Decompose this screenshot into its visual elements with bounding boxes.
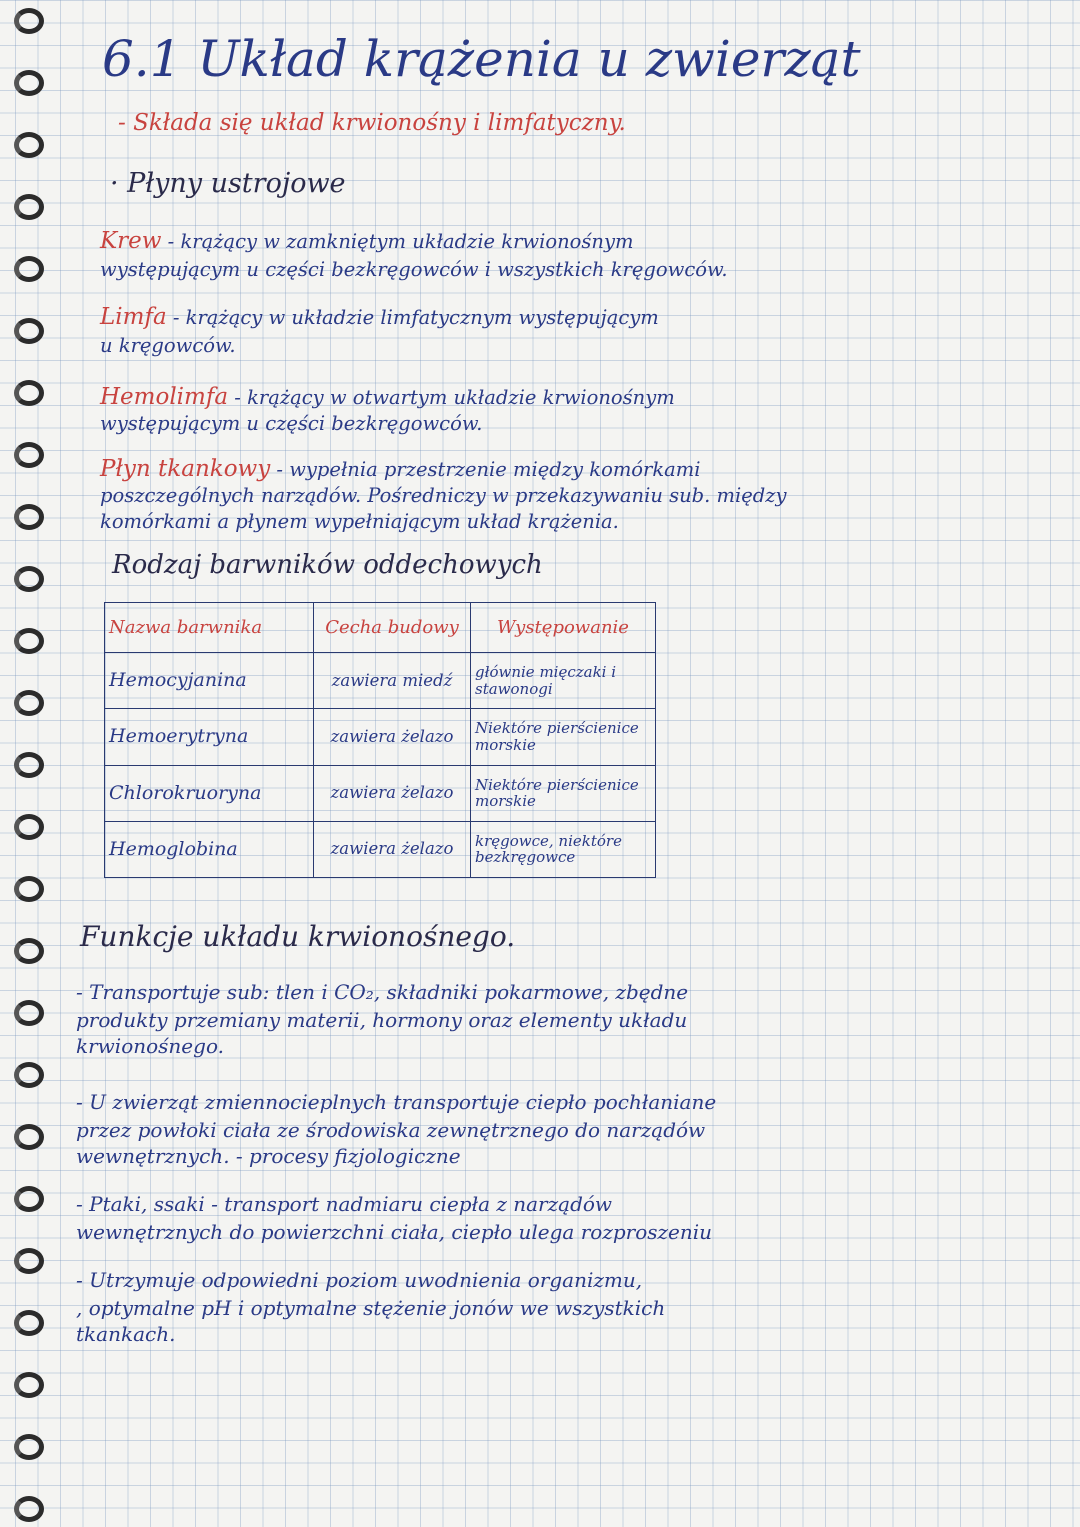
spiral-ring bbox=[14, 1062, 44, 1088]
fluid-definition-line: występującym u części bezkręgowców i wszystkich kręgowców. bbox=[100, 258, 728, 281]
fluid-definition-line: komórkami a płynem wypełniającym układ krążenia. bbox=[100, 510, 619, 533]
spiral-ring bbox=[14, 256, 44, 282]
fluid-definition-blood bbox=[100, 228, 633, 254]
pigment-occurrence: kręgowce, niektóre bezkręgowce bbox=[471, 821, 656, 877]
fluid-text: - wypełnia przestrzenie między komórkami bbox=[270, 458, 701, 481]
function-line: krwionośnego. bbox=[76, 1034, 224, 1058]
table-row bbox=[105, 765, 656, 821]
table-row bbox=[105, 709, 656, 765]
function-line: - U zwierząt zmiennocieplnych transportuje ciepło pochłaniane bbox=[76, 1090, 717, 1114]
spiral-ring bbox=[14, 1310, 44, 1336]
pigment-feature: zawiera miedź bbox=[314, 653, 471, 709]
spiral-ring bbox=[14, 566, 44, 592]
respiratory-pigments-table bbox=[104, 602, 656, 878]
spiral-ring bbox=[14, 1496, 44, 1522]
fluid-label: Limfa bbox=[100, 304, 167, 330]
spiral-ring bbox=[14, 814, 44, 840]
spiral-ring bbox=[14, 1124, 44, 1150]
function-line: - Ptaki, ssaki - transport nadmiaru ciepła z narządów bbox=[76, 1192, 613, 1216]
pigment-name: Chlorokruoryna bbox=[105, 765, 314, 821]
pigment-occurrence: głównie mięczaki i stawonogi bbox=[471, 653, 656, 709]
spiral-ring bbox=[14, 1186, 44, 1212]
fluid-text: - krążący w zamkniętym układzie krwionośnym bbox=[161, 230, 634, 253]
section-heading-functions: Funkcje układu krwionośnego. bbox=[80, 920, 516, 953]
spiral-ring bbox=[14, 132, 44, 158]
column-header: Nazwa barwnika bbox=[105, 603, 314, 653]
fluid-definition-lymph bbox=[100, 304, 659, 330]
function-line: wewnętrznych. - procesy fizjologiczne bbox=[76, 1144, 461, 1168]
fluid-label: Hemolimfa bbox=[100, 384, 229, 410]
spiral-ring bbox=[14, 318, 44, 344]
spiral-ring bbox=[14, 70, 44, 96]
table-heading: Rodzaj barwników oddechowych bbox=[112, 550, 543, 580]
function-line: produkty przemiany materii, hormony oraz elementy układu bbox=[76, 1008, 688, 1032]
spiral-ring bbox=[14, 938, 44, 964]
pigment-feature: zawiera żelazo bbox=[314, 709, 471, 765]
spiral-ring bbox=[14, 690, 44, 716]
spiral-ring bbox=[14, 1248, 44, 1274]
function-line: , optymalne pH i optymalne stężenie jonów we wszystkich bbox=[76, 1296, 666, 1320]
spiral-ring bbox=[14, 1372, 44, 1398]
pigment-occurrence: Niektóre pierścienice morskie bbox=[471, 765, 656, 821]
table-row bbox=[105, 653, 656, 709]
spiral-ring bbox=[14, 752, 44, 778]
section-heading-fluids: · Płyny ustrojowe bbox=[110, 168, 346, 199]
subtitle: - Składa się układ krwionośny i limfatyczny. bbox=[118, 110, 626, 136]
fluid-text: - krążący w układzie limfatycznym występującym bbox=[166, 306, 659, 329]
pigment-feature: zawiera żelazo bbox=[314, 821, 471, 877]
fluid-definition-tissue-fluid bbox=[100, 456, 701, 482]
spiral-ring bbox=[14, 504, 44, 530]
fluid-text: - krążący w otwartym układzie krwionośnym bbox=[228, 386, 675, 409]
page-title: 6.1 Układ krążenia u zwierząt bbox=[102, 30, 861, 88]
spiral-ring bbox=[14, 8, 44, 34]
spiral-binding bbox=[0, 0, 60, 1527]
function-line: tkankach. bbox=[76, 1322, 176, 1346]
spiral-ring bbox=[14, 1434, 44, 1460]
fluid-label: Płyn tkankowy bbox=[100, 456, 271, 482]
pigment-occurrence: Niektóre pierścienice morskie bbox=[471, 709, 656, 765]
fluid-definition-line: poszczególnych narządów. Pośredniczy w przekazywaniu sub. między bbox=[100, 484, 787, 507]
table-header-row bbox=[105, 603, 656, 653]
fluid-definition-line: występującym u części bezkręgowców. bbox=[100, 412, 483, 435]
column-header: Występowanie bbox=[471, 603, 656, 653]
function-line: przez powłoki ciała ze środowiska zewnętrznego do narządów bbox=[76, 1118, 706, 1142]
fluid-label: Krew bbox=[100, 228, 162, 254]
spiral-ring bbox=[14, 194, 44, 220]
column-header: Cecha budowy bbox=[314, 603, 471, 653]
pigment-name: Hemoerytryna bbox=[105, 709, 314, 765]
spiral-ring bbox=[14, 876, 44, 902]
spiral-ring bbox=[14, 628, 44, 654]
pigment-name: Hemoglobina bbox=[105, 821, 314, 877]
pigment-name: Hemocyjanina bbox=[105, 653, 314, 709]
spiral-ring bbox=[14, 1000, 44, 1026]
function-line: - Utrzymuje odpowiedni poziom uwodnienia organizmu, bbox=[76, 1268, 643, 1292]
function-line: wewnętrznych do powierzchni ciała, ciepło ulega rozproszeniu bbox=[76, 1220, 713, 1244]
spiral-ring bbox=[14, 380, 44, 406]
function-line: - Transportuje sub: tlen i CO₂, składniki pokarmowe, zbędne bbox=[76, 980, 689, 1004]
spiral-ring bbox=[14, 442, 44, 468]
fluid-definition-line: u kręgowców. bbox=[100, 334, 236, 357]
table-row bbox=[105, 821, 656, 877]
pigment-feature: zawiera żelazo bbox=[314, 765, 471, 821]
fluid-definition-hemolymph bbox=[100, 384, 675, 410]
